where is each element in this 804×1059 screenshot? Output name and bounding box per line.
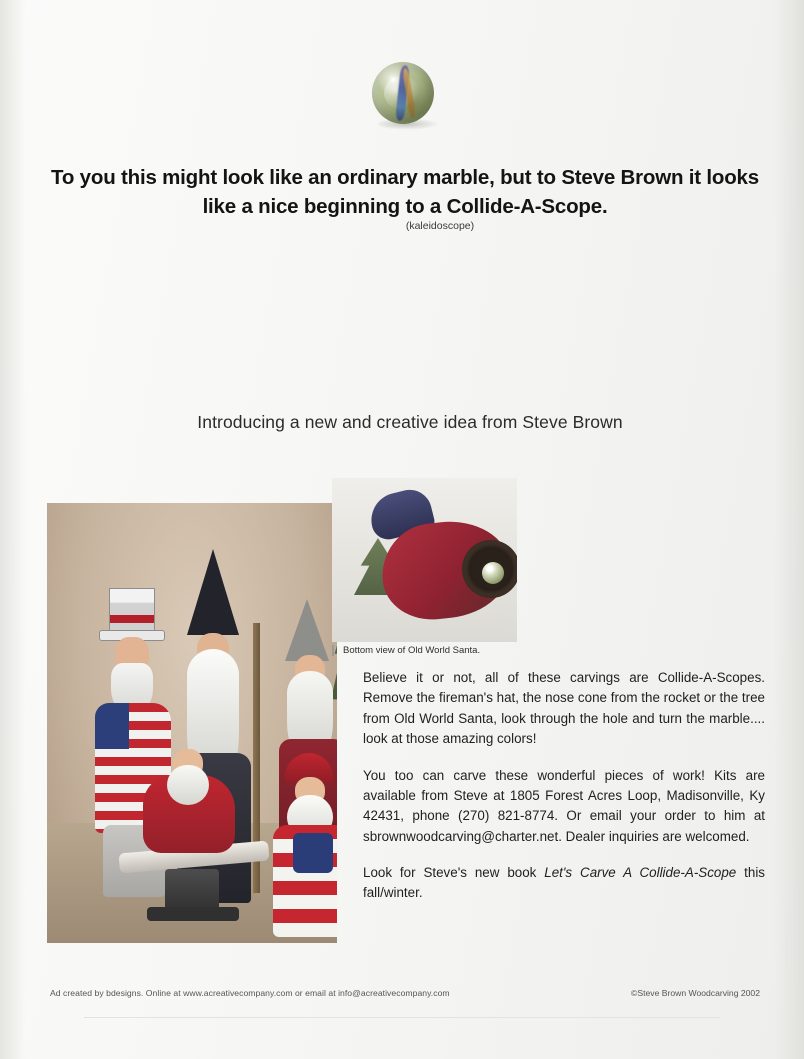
headline: To you this might look like an ordinary marble, but to Steve Brown it looks like a nice beginning to a Collide-A-Scope.: [51, 166, 759, 219]
top-hat-icon: [109, 588, 155, 634]
pointed-hat-icon: [285, 599, 329, 661]
book-title: Let's Carve A Collide-A-Scope: [544, 865, 737, 880]
book-announce-prefix: Look for Steve's new book: [363, 865, 545, 880]
marble-icon: [372, 62, 434, 124]
star-field-panel: [293, 833, 333, 873]
body-paragraph-1: Believe it or not, all of these carvings are Collide-A-Scopes. Remove the fireman's hat, the nose cone from the rocket or the tree from Old World Santa, look through the hole and turn the marble.... look at those amazing colors!: [363, 670, 765, 747]
beard: [167, 765, 209, 805]
body-copy: [363, 668, 765, 904]
star-field-panel: [95, 703, 129, 749]
body-paragraph-3: [363, 863, 765, 904]
headline-note: (kaleidoscope): [405, 220, 475, 232]
photo-caption: Bottom view of Old World Santa.: [332, 645, 518, 656]
old-world-santa-bottom-photo: [332, 478, 517, 642]
pointed-hat-icon: [187, 549, 239, 635]
subhead: Introducing a new and creative idea from Steve Brown: [197, 412, 623, 432]
body-paragraph-2: You too can carve these wonderful pieces of work! Kits are available from Steve at 1805 Forest Acres Loop, Madisonville, Ky 42431, phone (270) 821-8774. Or email your order to him at sbrownwoodcarving@charter.net. Dealer inquiries are welcomed.: [363, 767, 765, 844]
bottom-divider: [84, 1017, 720, 1018]
book-announce-suffix: this fall/winter.: [363, 865, 765, 901]
carvings-group-photo: [47, 503, 337, 943]
display-base-plate: [147, 907, 239, 921]
marble-photo: [372, 62, 442, 132]
photo-rim: [336, 480, 513, 640]
footer-copyright: ©Steve Brown Woodcarving 2002: [631, 988, 760, 998]
footer-credit: Ad created by bdesigns. Online at www.acreativecompany.com or email at info@acreativecompany.com: [50, 988, 450, 998]
